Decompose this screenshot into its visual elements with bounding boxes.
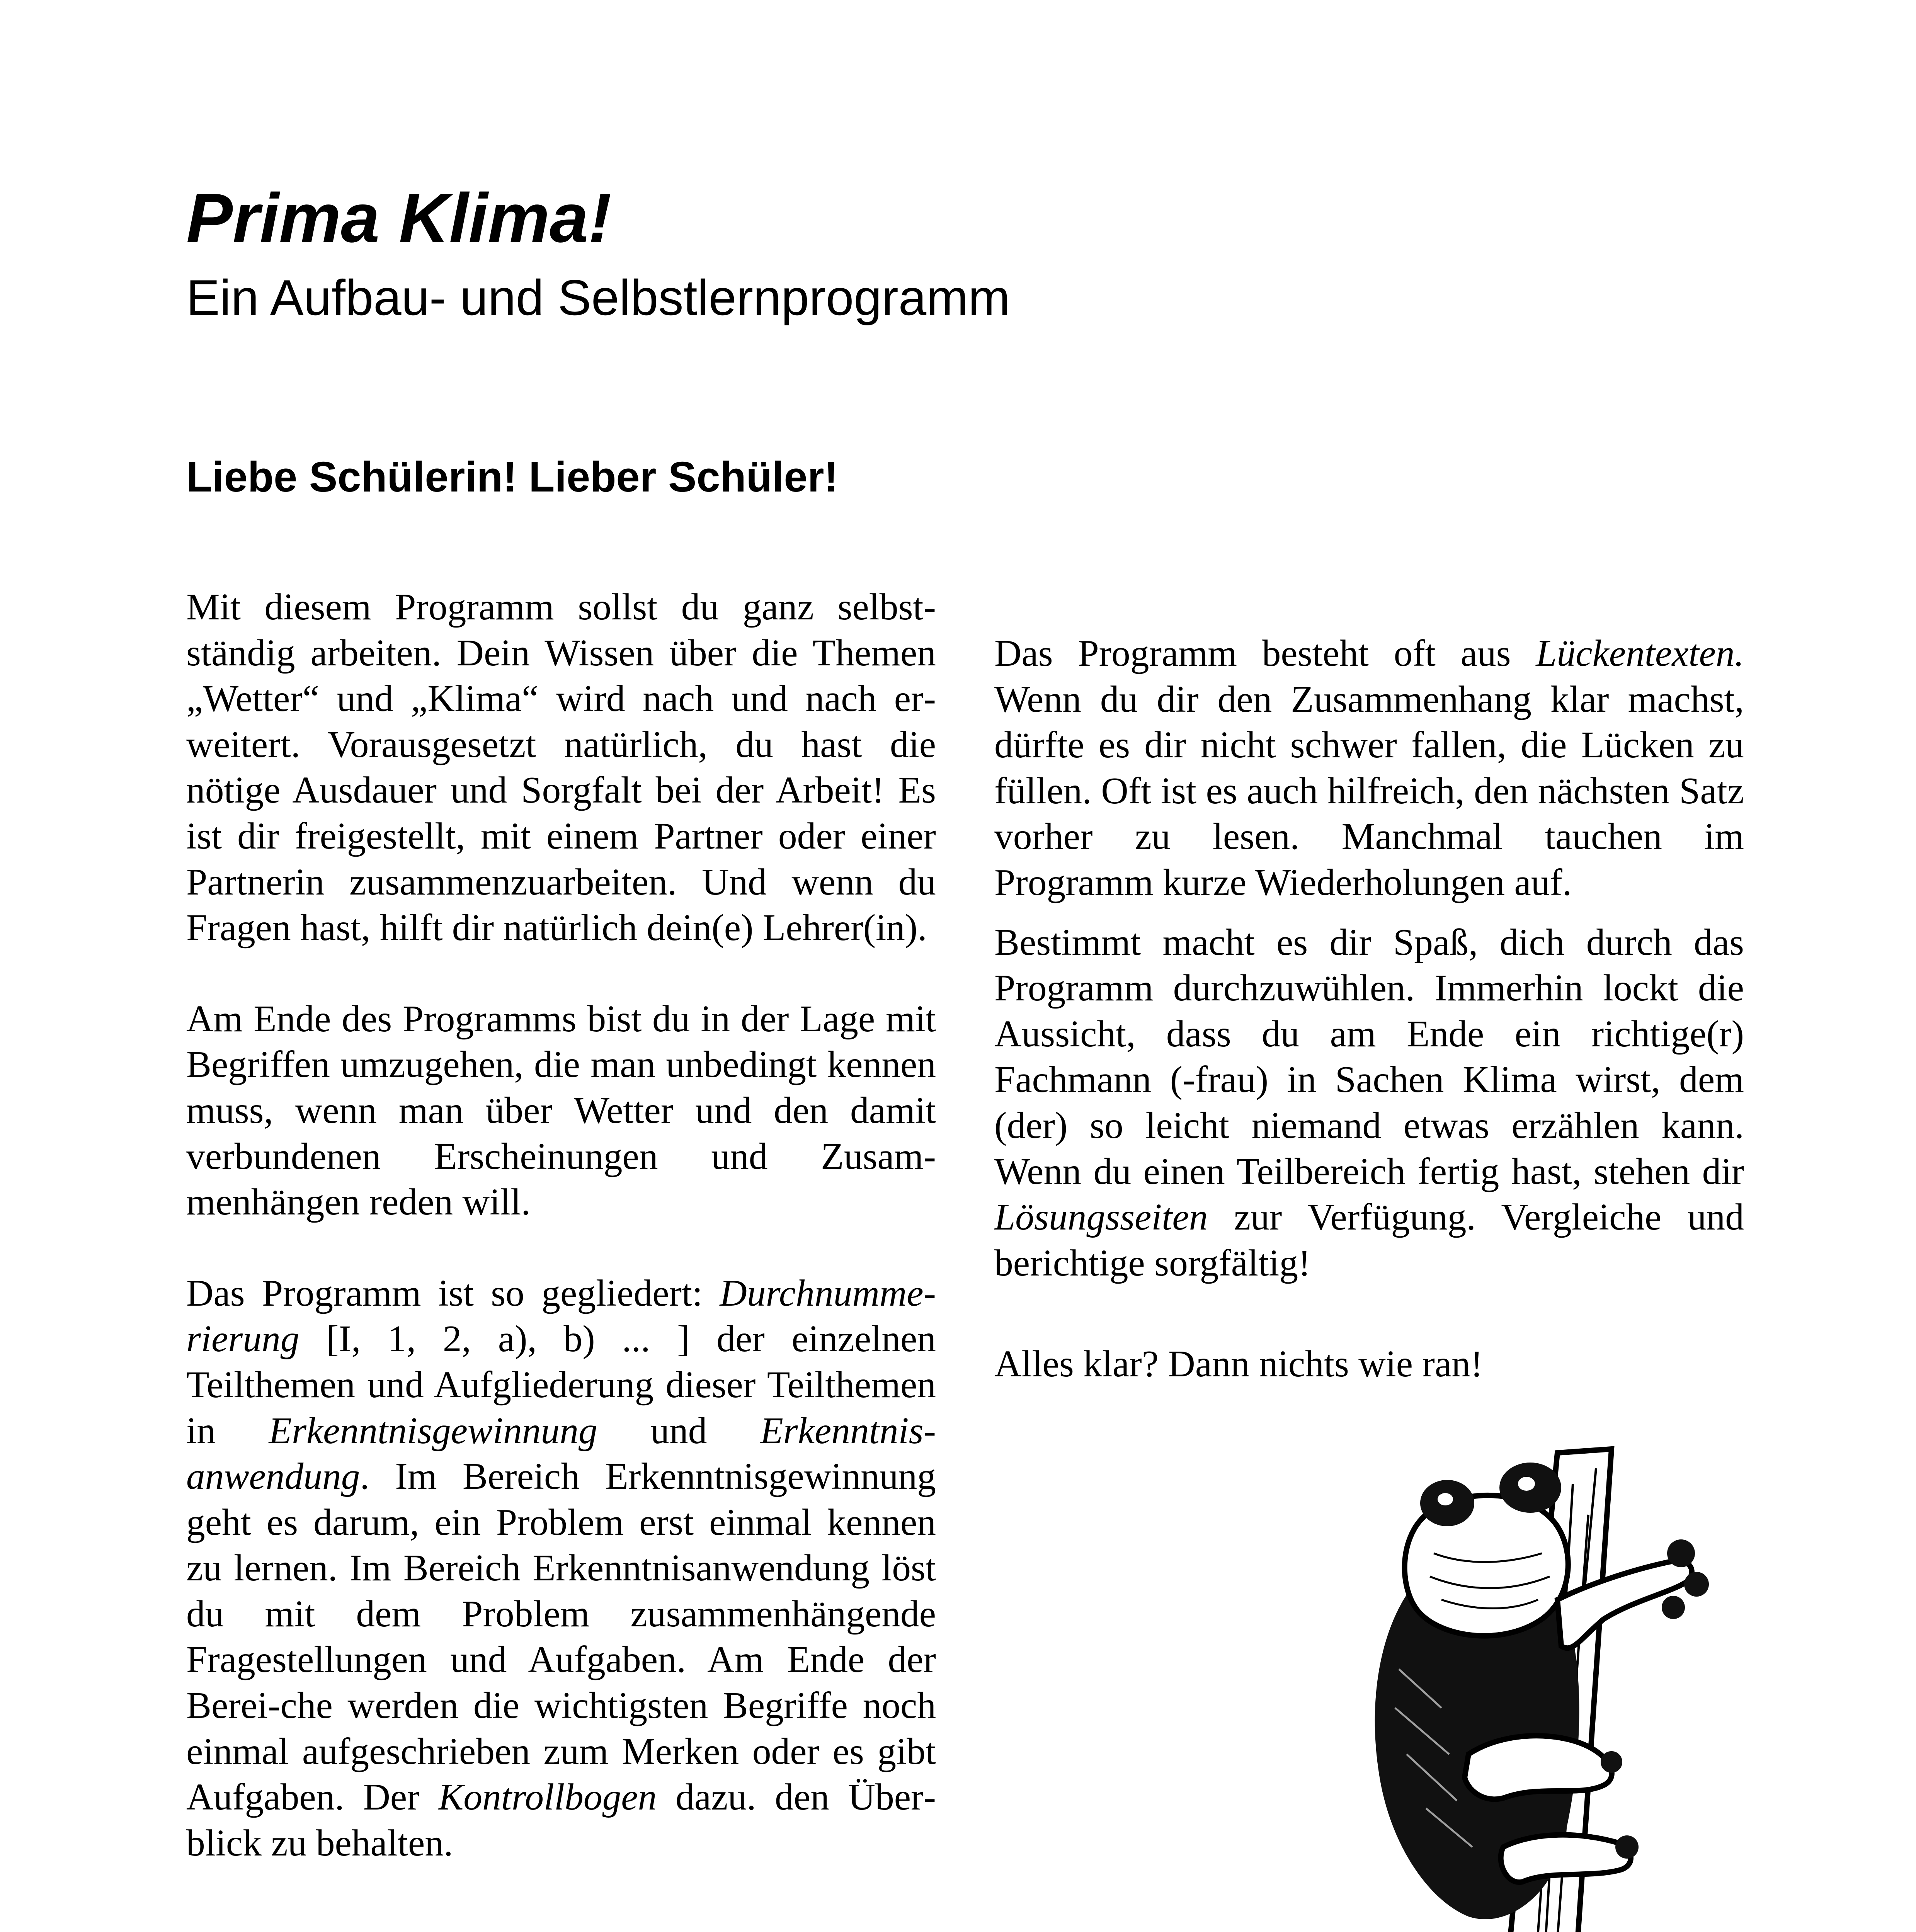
document-title: Prima Klima! (186, 179, 612, 257)
right-column (994, 631, 1744, 1387)
text-run: dazu. den Überblick zu behalten. (186, 1776, 936, 1864)
tree-frog-illustration-icon (1341, 1437, 1743, 1932)
emphasis-text: Kontrollbogen (438, 1776, 657, 1818)
text-run: Das Programm besteht oft aus (994, 633, 1536, 674)
text-run: und (597, 1410, 761, 1452)
text-run: zur Verfügung. Vergleiche und berichtige sorgfältig! (994, 1196, 1744, 1284)
text-run: Wenn du dir den Zusammenhang klar machst, dürfte es dir nicht schwer fallen, die Lücken zu füllen. Oft ist es auch hilfreich, den nächsten Satz vorher zu lesen. Manchmal tauchen im Programm kurze Wiederholungen auf. (994, 678, 1744, 903)
emphasis-text: Lösungsseiten (994, 1196, 1208, 1238)
text-run: [I, 1, 2, a), b) ... ] der einzelnen Teilthemen und Aufgliederung dieser Teilthemen in (186, 1318, 936, 1452)
greeting-heading: Liebe Schülerin! Lieber Schüler! (186, 453, 839, 501)
structure-paragraph (186, 1270, 936, 1866)
closing-line: Alles klar? Dann nichts wie ran! (994, 1343, 1483, 1385)
motivation-paragraph (994, 920, 1744, 1286)
document-subtitle: Ein Aufbau- und Selbstlernprogramm (186, 269, 1010, 326)
learning-goals-paragraph: Am Ende des Programms bist du in der Lage mit Begriffen umzugehen, die man unbedingt kennen muss, wenn man über Wetter und den damit verbundenen Erscheinungen und Zusammenhängen reden will. (186, 998, 936, 1223)
gap-text-paragraph (994, 631, 1744, 906)
emphasis-text: Erkenntnisanwendung (186, 1410, 936, 1498)
text-run: Das Programm ist so gegliedert: (186, 1272, 720, 1314)
intro-paragraph: Mit diesem Programm sollst du ganz selbstständig arbeiten. Dein Wissen über die Themen „Wetter“ und „Klima“ wird nach und nach erweitert. Vorausgesetzt natürlich, du hast die nötige Ausdauer und Sorgfalt bei der Arbeit! Es ist dir freigestellt, mit einem Partner oder einer Partnerin zusammenzuarbeiten. Und wenn du Fragen hast, hilft dir natürlich dein(e) Lehrer(in). (186, 586, 936, 949)
emphasis-text: Lückentexten. (1536, 633, 1744, 674)
emphasis-text: Durchnummerierung (186, 1272, 936, 1360)
emphasis-text: Erkenntnisgewinnung (269, 1410, 597, 1452)
text-run: . Im Bereich Erkenntnisgewinnung geht es darum, ein Problem erst einmal kennen zu lernen. Im Bereich Erkenntnisanwendung löst du mit dem Problem zusammenhängende Fragestellungen und Aufgaben. Am Ende der Berei-che werden die wichtigsten Begriffe noch einmal aufgeschrieben zum Merken oder es gibt Aufgaben. Der (186, 1456, 936, 1818)
text-run: Bestimmt macht es dir Spaß, dich durch das Programm durchzuwühlen. Immerhin lockt die Aussicht, dass du am Ende ein richtige(r) Fachmann (-frau) in Sachen Klima wirst, dem (der) so leicht niemand etwas erzählen kann. Wenn du einen Teilbereich fertig hast, stehen dir (994, 921, 1744, 1192)
left-column (186, 584, 936, 1866)
